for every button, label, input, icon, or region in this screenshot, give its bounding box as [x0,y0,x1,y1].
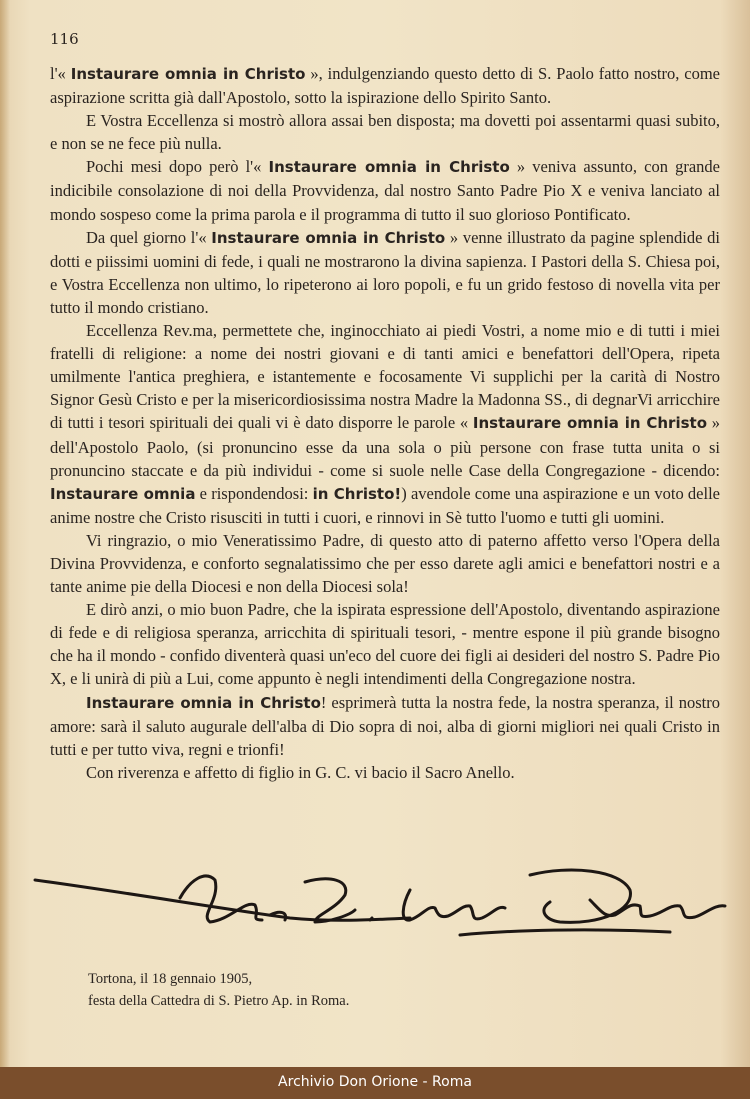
bold-phrase: Instaurare omnia in Christo [268,158,510,177]
signature-text [250,900,260,901]
paragraph: Instaurare omnia in Christo! esprimerà tutta la nostra fede, la nostra speranza, il nostro amore: sarà il saluto augurale dell'alba di Dio sopra di noi, alba di giorni migliori nei quali Cristo in tutti e per tutto viva, regni e trionfi! [50,692,720,759]
paragraph: Vi ringrazio, o mio Veneratissimo Padre, di questo atto di paterno affetto verso l'Opera della Divina Provvidenza, e conforto segnalatissimo che per esso darete agli amici e benefattori nostri e a tante anime pie della Diocesi e non della Diocesi sola! [50,530,720,597]
page-edge-shadow [0,0,10,1099]
place-date-line: Tortona, il 18 gennaio 1905, [88,971,253,987]
bold-phrase: Instaurare omnia in Christo [211,228,446,247]
paragraph: l'« Instaurare omnia in Christo », indulgenziando questo detto di S. Paolo fatto nostro, come aspirazione scritta già dall'Apostolo, sotto la ispirazione dello Spirito Santo. [50,64,720,108]
page-number: 116 [50,30,79,48]
letter-body [50,62,720,784]
paragraph: E Vostra Eccellenza si mostrò allora assai ben disposta; ma dovetti poi assentarmi quasi subito, e non se ne fece più nulla. [50,111,720,154]
bold-phrase: Instaurare omnia [50,484,196,503]
signature-image [30,860,730,950]
bold-phrase: Instaurare omnia in Christo [70,65,306,83]
paragraph: E dirò anzi, o mio buon Padre, che la ispirata espressione dell'Apostolo, diventando aspirazione di fede e di religiosa speranza, arricchita di spirituali tesori, - mentre espone il più grande bisogno che ha il mondo - confido diventerà quasi un'eco del cuore dei figli ai desideri del nostro S. Padre Pio X, e li unirà di più a Lui, come appunto è negli intendimenti della Congregazione nostra. [50,600,720,689]
bold-phrase: Instaurare omnia in Christo [472,414,708,433]
place-date-line: festa della Cattedra di S. Pietro Ap. in Roma. [88,993,350,1009]
bold-phrase: in Christo! [312,484,402,503]
place-date [88,968,349,1012]
archive-label: Archivio Don Orione - Roma [278,1074,472,1090]
paragraph: Eccellenza Rev.ma, permettete che, inginocchiato ai piedi Vostri, a nome mio e di tutti i miei fratelli di religione: a nome dei nostri giovani e di tanti amici e benefattori dell'Opera, ripeta umilmente l'antica preghiera, e istantemente e focosamente Vi supplichi per la carità di Nostro Signor Gesù Cristo e per la misericordiosissima nostra Madre la Madonna SS., di degnarVi arricchire di tutti i tesori spirituali dei quali vi è dato disporre le parole « Instaurare omnia in Christo » dell'Apostolo Paolo, (si pronuncino esse da una sola o più persone con frase tutta unita o si pronuncino staccate e da più individui - come si suole nelle Case della Congregazione - dicendo: Instaurare omnia e rispondendosi: in Christo!) avendole come una aspirazione e un voto delle anime nostre che Cristo risusciti in tutti i cuori, e rinnovi in Sè tutto l'uomo e tutti gli uomini. [50,321,721,527]
bold-phrase: Instaurare omnia in Christo [86,693,321,712]
paragraph: Con riverenza e affetto di figlio in G. C. vi bacio il Sacro Anello. [86,762,515,782]
paragraph: Pochi mesi dopo però l'« Instaurare omnia in Christo » veniva assunto, con grande indicibile consolazione di noi della Provvidenza, dal nostro Santo Padre Pio X e veniva lanciato al mondo sospeso come la prima parola e il programma di tutto il suo glorioso Pontificato. [50,157,720,224]
paragraph: Da quel giorno l'« Instaurare omnia in Christo » venne illustrato da pagine splendide di dotti e piissimi uomini di fede, i quali ne mostrarono la divina sapienza. I Pastori della S. Chiesa poi, e Vostra Eccellenza non ultimo, lo ripeterono ai loro popoli, e fu un grido festoso di novella vita per tutto il mondo cristiano. [50,227,720,317]
